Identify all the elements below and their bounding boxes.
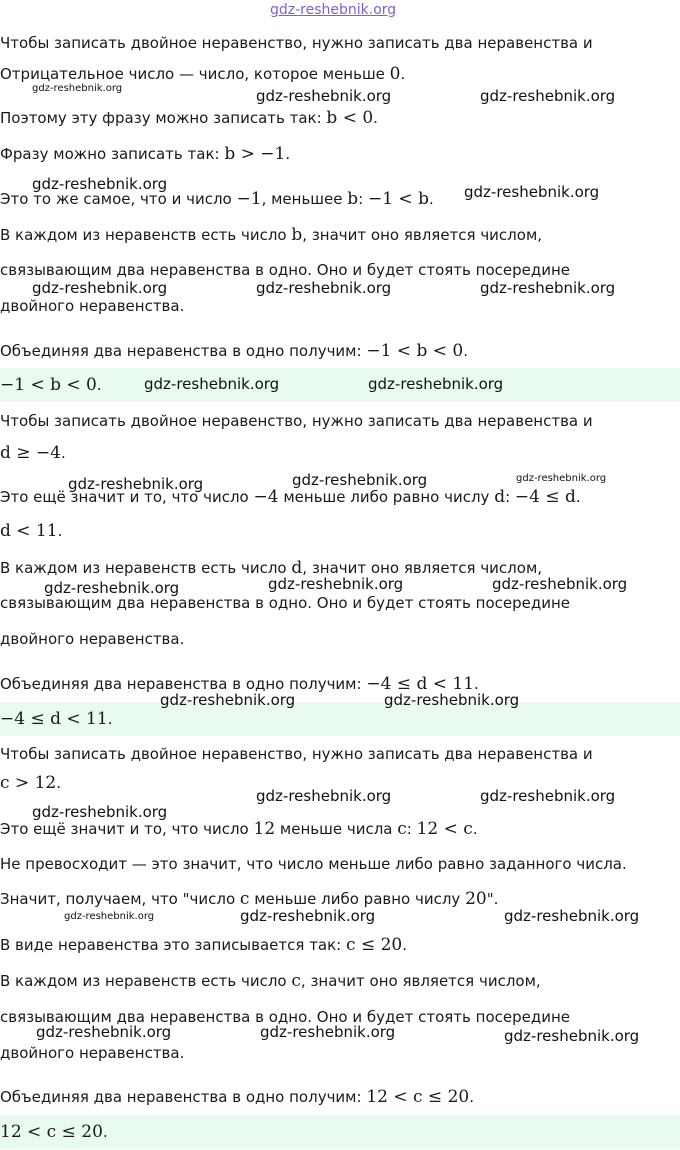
watermark: gdz-reshebnik.org <box>160 691 296 709</box>
watermark: gdz-reshebnik.org <box>268 575 404 593</box>
text-line: c > 12. <box>0 773 61 793</box>
answer-box: 12 < c ≤ 20. <box>0 1115 680 1149</box>
watermark: gdz-reshebnik.org <box>504 907 640 925</box>
watermark-top[interactable]: gdz-reshebnik.org <box>270 2 397 18</box>
watermark: gdz-reshebnik.org <box>480 787 616 805</box>
watermark: gdz-reshebnik.org <box>32 803 168 821</box>
watermark: gdz-reshebnik.org <box>64 911 155 922</box>
watermark: gdz-reshebnik.org <box>480 279 616 297</box>
watermark: gdz-reshebnik.org <box>144 375 280 393</box>
watermark: gdz-reshebnik.org <box>292 471 428 489</box>
watermark: gdz-reshebnik.org <box>32 83 123 94</box>
text-line: d ≥ −4. <box>0 443 66 463</box>
watermark: gdz-reshebnik.org <box>68 475 204 493</box>
watermark: gdz-reshebnik.org <box>36 1023 172 1041</box>
math: b > −1 <box>224 144 286 164</box>
text-line: Это ещё значит и то, что число −4 меньше либо равно числу d: −4 ≤ d. <box>0 487 581 507</box>
watermark: gdz-reshebnik.org <box>256 279 392 297</box>
text-line: В каждом из неравенств есть число c, значит оно является числом, <box>0 971 541 991</box>
watermark: gdz-reshebnik.org <box>44 579 180 597</box>
text-line: Чтобы записать двойное неравенство, нужно записать два неравенства и <box>0 412 593 430</box>
text-line: связывающим два неравенства в одно. Оно и будет стоять посередине <box>0 594 571 612</box>
text-line: В каждом из неравенств есть число b, значит оно является числом, <box>0 225 543 245</box>
answer: 12 < c ≤ 20 <box>0 1122 103 1142</box>
answer: −1 < b < 0 <box>0 375 97 395</box>
text-line: Это ещё значит и то, что число 12 меньше числа c: 12 < c. <box>0 819 478 839</box>
watermark: gdz-reshebnik.org <box>492 575 628 593</box>
watermark: gdz-reshebnik.org <box>368 375 504 393</box>
answer-box: −1 < b < 0. <box>0 368 680 402</box>
watermark: gdz-reshebnik.org <box>516 473 607 484</box>
text-line: d < 11. <box>0 521 63 541</box>
watermark: gdz-reshebnik.org <box>240 907 376 925</box>
watermark: gdz-reshebnik.org <box>504 1027 640 1045</box>
answer: −4 ≤ d < 11 <box>0 709 108 729</box>
text-line: Это то же самое, что и число −1, меньшее b: −1 < b. <box>0 189 434 209</box>
text-line: Чтобы записать двойное неравенство, нужно записать два неравенства и <box>0 34 593 52</box>
text-line: двойного неравенства. <box>0 630 185 648</box>
text-line: двойного неравенства. <box>0 1044 185 1062</box>
text-line: связывающим два неравенства в одно. Оно и будет стоять посередине <box>0 1008 571 1026</box>
watermark: gdz-reshebnik.org <box>256 787 392 805</box>
watermark: gdz-reshebnik.org <box>464 183 600 201</box>
math: b < 0 <box>326 108 374 128</box>
text-line: Фразу можно записать так: b > −1. <box>0 144 291 164</box>
text-line: двойного неравенства. <box>0 297 185 315</box>
text-line: Не превосходит — это значит, что число меньше либо равно заданного числа. <box>0 855 627 873</box>
watermark: gdz-reshebnik.org <box>256 87 392 105</box>
text-line: связывающим два неравенства в одно. Оно и будет стоять посередине <box>0 261 571 279</box>
text-line: Чтобы записать двойное неравенство, нужно записать два неравенства и <box>0 745 593 763</box>
watermark: gdz-reshebnik.org <box>260 1023 396 1041</box>
text-line: В каждом из неравенств есть число d, значит оно является числом, <box>0 558 543 578</box>
text-line: Значит, получаем, что "число c меньше либо равно числу 20". <box>0 889 499 909</box>
text-line: Отрицательное число — число, которое меньше 0. <box>0 64 406 84</box>
text-line: Поэтому эту фразу можно записать так: b < 0. <box>0 108 378 128</box>
text-line: Объединяя два неравенства в одно получим: −4 ≤ d < 11. <box>0 674 479 694</box>
text-line: Объединяя два неравенства в одно получим: 12 < c ≤ 20. <box>0 1087 474 1107</box>
watermark: gdz-reshebnik.org <box>384 691 520 709</box>
watermark: gdz-reshebnik.org <box>32 279 168 297</box>
text-line: В виде неравенства это записывается так: c ≤ 20. <box>0 935 408 955</box>
math: 0 <box>389 64 401 84</box>
watermark: gdz-reshebnik.org <box>480 87 616 105</box>
text-line: Объединяя два неравенства в одно получим: −1 < b < 0. <box>0 341 468 361</box>
answer-box: −4 ≤ d < 11. <box>0 702 680 736</box>
watermark: gdz-reshebnik.org <box>32 175 168 193</box>
